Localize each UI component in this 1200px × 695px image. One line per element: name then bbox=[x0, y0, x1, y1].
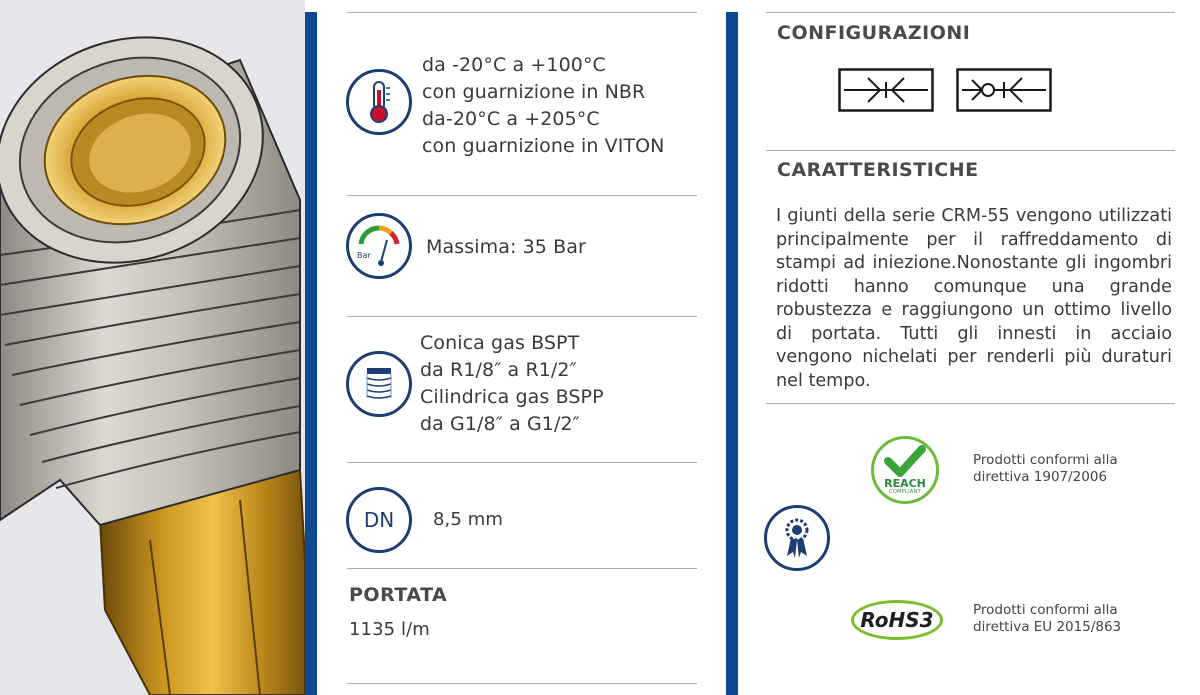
reach-sublabel: COMPLIANT bbox=[889, 489, 921, 495]
temperature-line: con guarnizione in NBR bbox=[422, 81, 646, 103]
coupling-illustration bbox=[0, 0, 305, 695]
rohs-badge: RoHS3 bbox=[851, 600, 943, 640]
divider bbox=[766, 12, 1175, 13]
pressure-text: Massima: 35 Bar bbox=[426, 236, 586, 258]
temperature-line: con guarnizione in VITON bbox=[422, 135, 665, 157]
column-divider-right bbox=[726, 12, 738, 695]
rohs-line: Prodotti conformi alla bbox=[973, 602, 1118, 618]
dn-badge-icon bbox=[346, 487, 412, 553]
temperature-line: da -20°C a +100°C bbox=[422, 54, 606, 76]
pressure-spec bbox=[426, 234, 586, 261]
coupling-symbol-icon bbox=[838, 68, 934, 112]
dn-label: DN bbox=[363, 508, 395, 532]
reach-line: direttiva 1907/2006 bbox=[973, 469, 1108, 485]
dn-text: 8,5 mm bbox=[433, 509, 504, 530]
features-heading: CARATTERISTICHE bbox=[777, 159, 979, 181]
features-text: I giunti della serie CRM-55 vengono utilizzati principalmente per il raffreddamento di stampi ad iniezione.Nonostante gli ingombri ridotti hanno comunque una grande robustezza e raggiungono un ottimo livello di portata. Tutti gli innesti in acciaio vengono nichelati per renderli più duraturi nel tempo. bbox=[776, 206, 1172, 391]
thermometer-icon bbox=[346, 69, 412, 135]
flow-value: 1135 l/m bbox=[349, 619, 430, 640]
gauge-unit-label: Bar bbox=[357, 251, 371, 260]
rohs-text bbox=[973, 602, 1121, 636]
divider bbox=[347, 316, 697, 317]
divider bbox=[347, 195, 697, 196]
thread-icon bbox=[346, 351, 412, 417]
divider bbox=[766, 403, 1175, 404]
thread-spec bbox=[420, 330, 604, 438]
divider bbox=[347, 12, 697, 13]
temperature-spec bbox=[422, 52, 664, 160]
rohs-line: direttiva EU 2015/863 bbox=[973, 619, 1122, 635]
reach-label: REACH bbox=[884, 477, 926, 490]
reach-badge bbox=[871, 436, 939, 504]
configurations-heading: CONFIGURAZIONI bbox=[777, 22, 971, 44]
divider bbox=[766, 150, 1175, 151]
thread-line: da G1/8″ a G1/2″ bbox=[420, 413, 580, 435]
reach-line: Prodotti conformi alla bbox=[973, 452, 1118, 468]
award-ribbon-icon bbox=[764, 505, 830, 571]
thread-line: da R1/8″ a R1/2″ bbox=[420, 359, 577, 381]
column-divider-left bbox=[305, 12, 317, 695]
reach-text bbox=[973, 452, 1118, 486]
divider bbox=[347, 683, 697, 684]
dn-spec bbox=[433, 506, 503, 533]
divider bbox=[347, 568, 697, 569]
coupling-valve-symbol-icon bbox=[956, 68, 1052, 112]
thread-line: Conica gas BSPT bbox=[420, 332, 580, 354]
temperature-line: da-20°C a +205°C bbox=[422, 108, 600, 130]
flow-heading: PORTATA bbox=[349, 584, 448, 606]
thread-line: Cilindrica gas BSPP bbox=[420, 386, 604, 408]
pressure-gauge-icon bbox=[346, 213, 412, 279]
product-image bbox=[0, 0, 305, 695]
divider bbox=[347, 462, 697, 463]
